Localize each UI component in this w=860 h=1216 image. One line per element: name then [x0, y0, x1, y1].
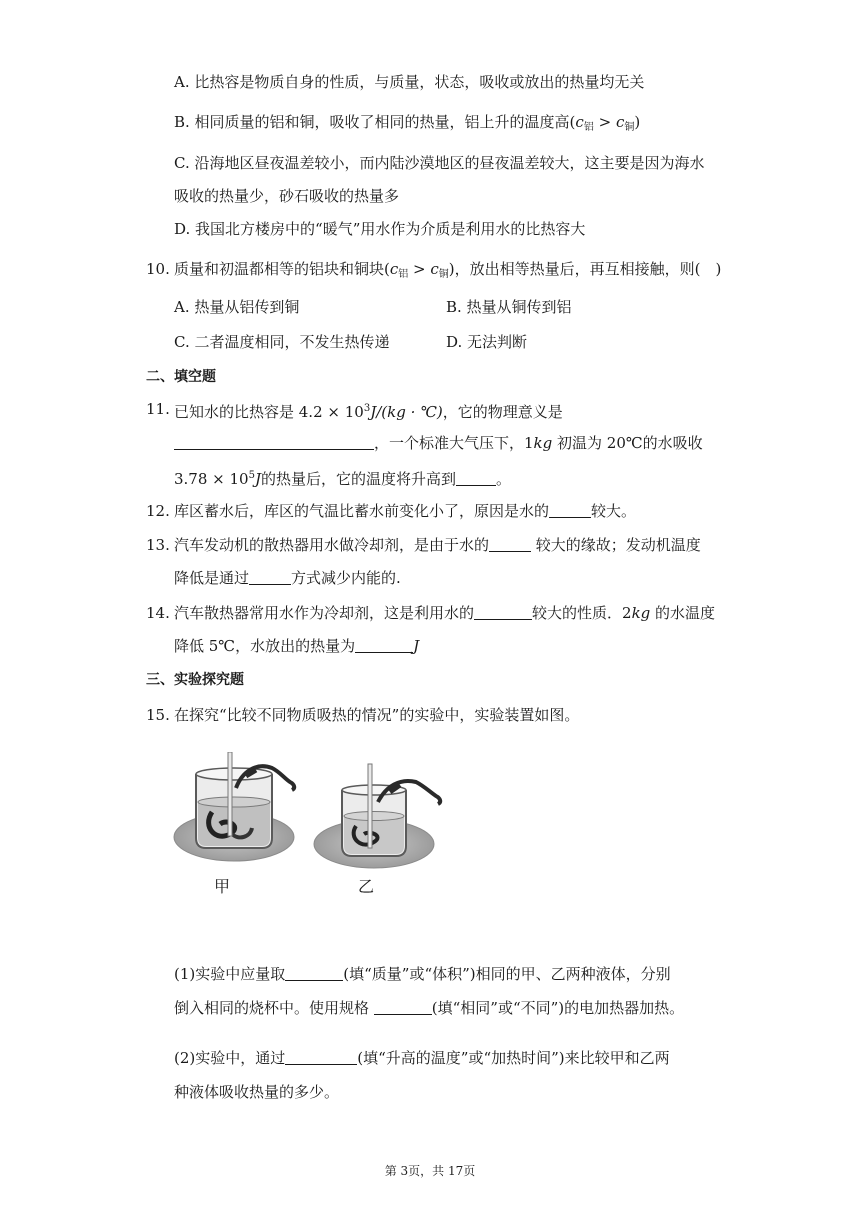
q14-blank-2[interactable] — [355, 638, 413, 653]
q15-part2-line2: 种液体吸收热量的多少。 — [174, 1083, 340, 1101]
q15-part2-line1 — [174, 1048, 670, 1068]
q9-option-b — [174, 112, 640, 138]
q13-blank-2[interactable] — [249, 570, 291, 585]
q9-option-c-text-1: C. 沿海地区昼夜温差较小，而内陆沙漠地区的昼夜温差较大，这主要是因为海水 — [174, 154, 705, 172]
q9-option-c-line1 — [174, 153, 704, 173]
q11-heat-value: 3.78 × 10 — [174, 470, 249, 488]
q14-line1-mid: 较大的性质．2 — [532, 604, 632, 622]
q10-option-a: A. 热量从铝传到铜 — [174, 298, 300, 316]
q11-line3-end: 。 — [496, 470, 512, 488]
q15-part2-post: (填“升高的温度”或“加热时间”)来比较甲和乙两 — [357, 1049, 670, 1067]
q10-option-d: D. 无法判断 — [446, 333, 528, 351]
greater-than: > — [593, 113, 616, 131]
q9-option-d — [174, 219, 585, 239]
q12-blank[interactable] — [549, 503, 591, 518]
q11-line1-post: ，它的物理意义是 — [442, 403, 563, 421]
q11-value: 已知水的比热容是 4.2 × 10 — [174, 403, 364, 421]
q11-blank-meaning[interactable] — [174, 435, 374, 450]
q13-line1-pre: 汽车发动机的散热器用水做冷却剂，是由于水的 — [174, 536, 490, 554]
section-heading-experiment: 三、实验探究题 — [146, 672, 244, 688]
q14-line1 — [174, 603, 715, 623]
q15-blank-2[interactable] — [374, 1000, 432, 1015]
beaker-yi-icon — [314, 764, 440, 868]
q13-line2-pre: 降低是通过 — [174, 569, 250, 587]
q15-blank-1[interactable] — [285, 966, 343, 981]
label-yi: 乙 — [358, 877, 375, 896]
q10-stem — [174, 259, 721, 285]
beaker-jia-icon — [174, 752, 294, 861]
page-footer: 第 3页，共 17页 — [384, 1164, 476, 1178]
q15-stem: 在探究“比较不同物质吸热的情况”的实验中，实验装置如图。 — [174, 706, 580, 724]
q9-option-b-text: B. 相同质量的铝和铜，吸收了相同的热量，铝上升的温度高( — [174, 113, 576, 131]
q15-part1-line2 — [174, 998, 684, 1018]
q10-option-c: C. 二者温度相同，不发生热传递 — [174, 333, 390, 351]
q10-stem-post: )，放出相等热量后，再互相接触，则( ) — [448, 260, 722, 278]
q15-part1-line1 — [174, 964, 671, 984]
c-symbol: c — [615, 113, 625, 131]
q10-stem-pre: 质量和初温都相等的铝块和铜块( — [174, 260, 390, 278]
q9-option-a-text: A. 比热容是物质自身的性质，与质量，状态，吸收或放出的热量均无关 — [174, 73, 645, 91]
q15-part1-line2-pre: 倒入相同的烧杯中。使用规格 — [174, 999, 374, 1017]
q9-option-d-text: D. 我国北方楼房中的“暖气”用水作为介质是利用水的比热容大 — [174, 220, 586, 238]
q15-part2-pre: (2)实验中，通过 — [174, 1049, 286, 1067]
q15-part1-post: (填“质量”或“体积”)相同的甲、乙两种液体，分别 — [343, 965, 671, 983]
c-symbol: c — [575, 113, 584, 131]
q11-line2 — [174, 433, 703, 453]
q13-line1-post: 较大的缘故；发动机温度 — [531, 536, 701, 554]
q15-blank-3[interactable] — [285, 1050, 357, 1065]
q12-number: 12. — [146, 502, 170, 520]
q12-text-pre: 库区蓄水后，库区的气温比蓄水前变化小了，原因是水的 — [174, 502, 550, 520]
q13-blank-1[interactable] — [489, 537, 531, 552]
kg-unit: kg — [631, 604, 651, 622]
q15-part1-line2-post: (填“相同”或“不同”)的电加热器加热。 — [431, 999, 685, 1017]
q11-line3-text: 的热量后，它的温度将升高到 — [260, 470, 456, 488]
joule-unit: J — [413, 637, 420, 655]
subscript-cu: 铜 — [624, 122, 635, 133]
section-heading-fill-in: 二、填空题 — [146, 369, 216, 385]
q14-line1-post: 的水温度 — [650, 604, 716, 622]
q11-line2-tail: 初温为 20℃的水吸收 — [552, 434, 703, 452]
c-symbol: c — [430, 260, 439, 278]
joule-unit: J — [254, 470, 261, 488]
q14-number: 14. — [146, 604, 170, 622]
q13-line2 — [174, 568, 401, 588]
q11-line2-text: ，一个标准大气压下，1 — [374, 434, 534, 452]
q11-line3 — [174, 466, 511, 489]
q15-number: 15. — [146, 706, 170, 724]
kg-unit: kg — [533, 434, 553, 452]
q14-line1-pre: 汽车散热器常用水作为冷却剂，这是利用水的 — [174, 604, 475, 622]
q11-exponent: 3 — [363, 403, 371, 414]
q13-line1 — [174, 535, 701, 555]
subscript-al: 铝 — [398, 269, 409, 280]
q10-number: 10. — [146, 260, 170, 278]
q14-line2-pre: 降低 5℃，水放出的热量为 — [174, 637, 356, 655]
q9-option-a — [174, 72, 644, 92]
q12-text — [174, 501, 636, 521]
q9-option-c-line2 — [174, 186, 399, 206]
q14-blank-1[interactable] — [474, 605, 532, 620]
label-jia: 甲 — [214, 877, 231, 896]
q11-line1 — [174, 399, 563, 422]
q11-blank-temperature[interactable] — [456, 471, 496, 486]
q10-option-b: B. 热量从铜传到铝 — [446, 298, 572, 316]
q13-line2-post: 方式减少内能的. — [291, 569, 401, 587]
q13-number: 13. — [146, 536, 170, 554]
c-symbol: c — [389, 260, 399, 278]
greater-than: > — [408, 260, 431, 278]
q11-number: 11. — [146, 400, 170, 418]
q15-part1-pre: (1)实验中应量取 — [174, 965, 286, 983]
q12-text-post: 较大。 — [591, 502, 637, 520]
q9-option-c-text-2: 吸收的热量少，砂石吸收的热量多 — [174, 187, 400, 205]
subscript-al: 铝 — [583, 122, 594, 133]
q11-heat-exponent: 5 — [248, 470, 255, 481]
q11-unit: J/(kg · ℃) — [370, 403, 443, 421]
close-paren: ) — [634, 113, 641, 131]
q14-line2 — [174, 636, 419, 656]
subscript-cu: 铜 — [438, 269, 449, 280]
